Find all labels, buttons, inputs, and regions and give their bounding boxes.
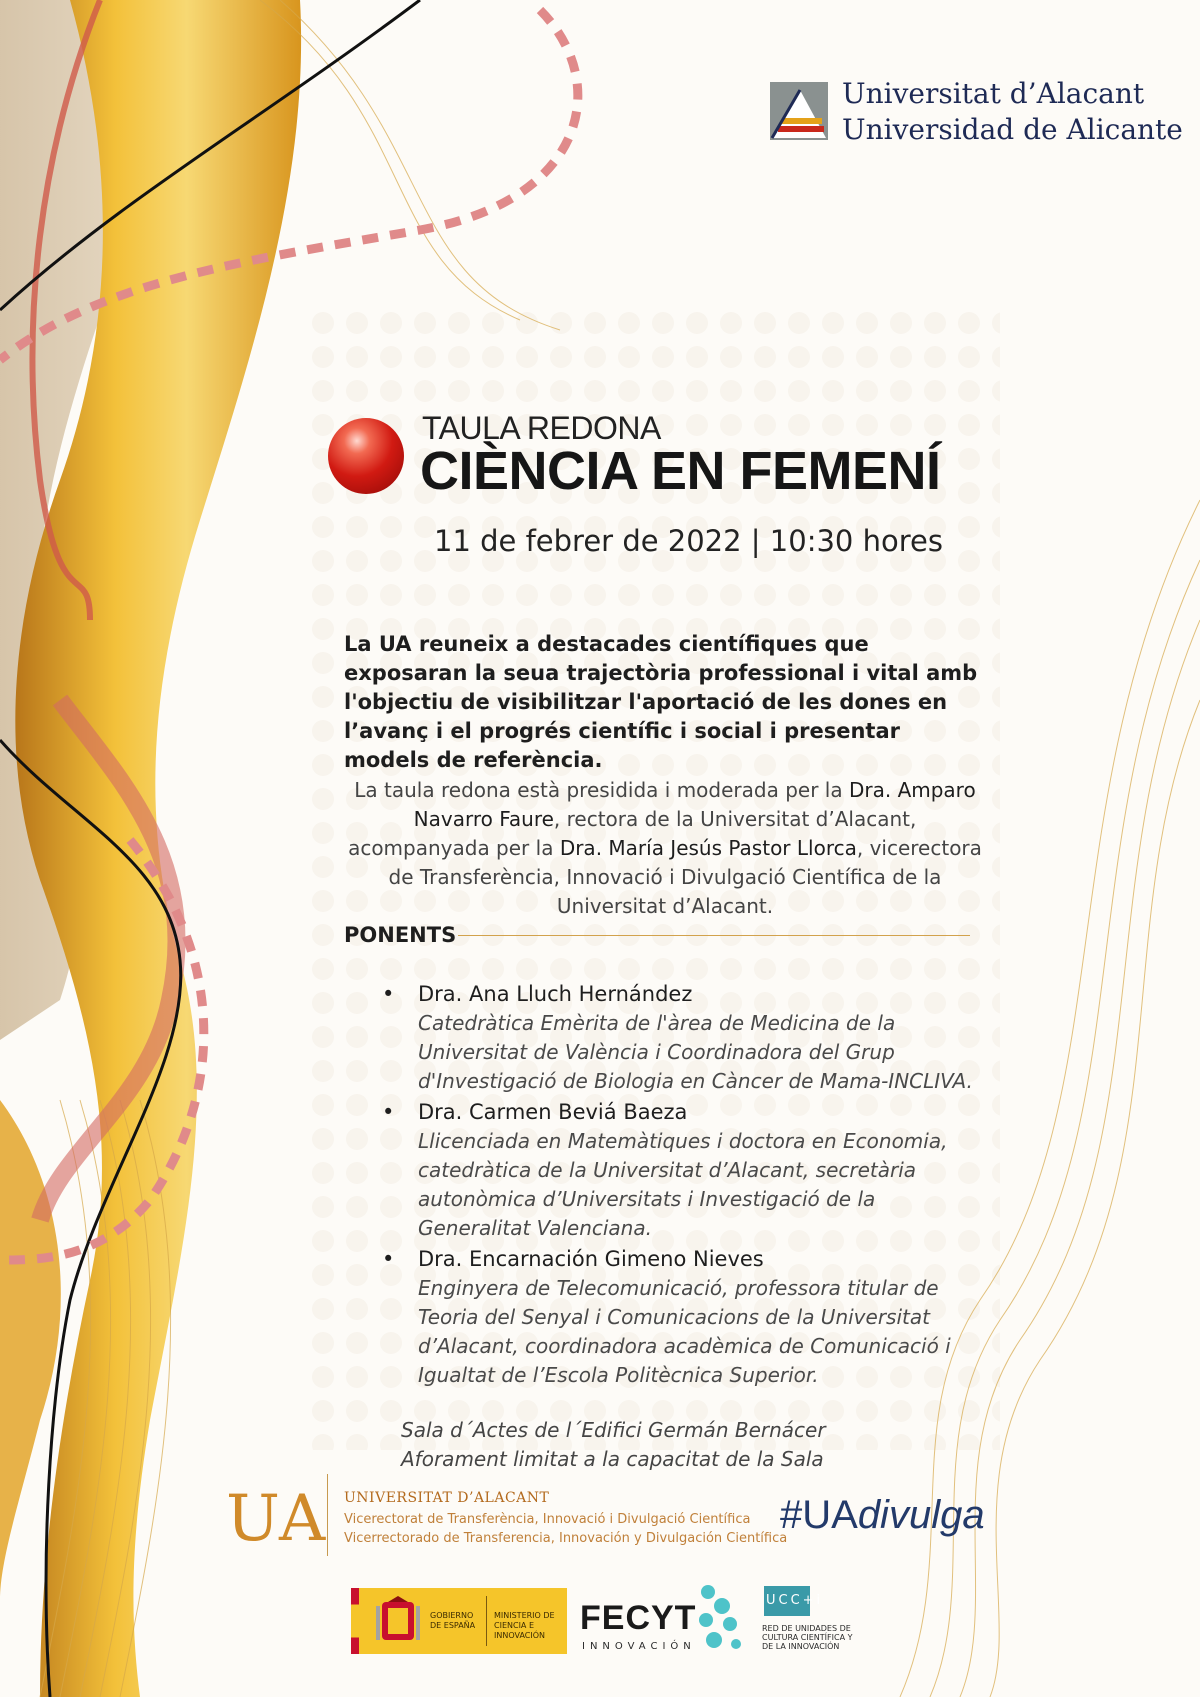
moderator-name: Dra. Amparo Navarro Faure	[413, 778, 976, 831]
coat-of-arms-icon	[374, 1596, 422, 1646]
speaker-item	[400, 1245, 990, 1390]
ua-divider	[327, 1474, 328, 1556]
event-title: CIÈNCIA EN FEMENÍ	[420, 441, 941, 501]
lead-paragraph: La UA reuneix a destacades científiques que exposaran la seua trajectòria professional i vital amb l'objectiu de visibilitzar l'aportació de les dones en l’avanç i el progrés científic i social i presentar models de referència.	[344, 632, 978, 772]
ucc-letters: UCC+i	[766, 1593, 824, 1608]
moderation-text-1: La taula redona està presidida i moderada per la	[354, 778, 849, 802]
fecyt-molecule-icon	[692, 1584, 744, 1654]
fecyt-subtitle: INNOVACIÓN	[582, 1641, 696, 1652]
university-name	[842, 76, 1183, 148]
university-name-ca: Universitat d’Alacant	[842, 77, 1145, 110]
moderation-text-3: , vicerectora de Transferència, Innovació i Divulgació Científica de la Universitat d’Alacant.	[388, 836, 982, 918]
speaker-name: • Dra. Carmen Beviá Baeza	[400, 1098, 990, 1127]
vicerectorat-ca: Vicerectorat de Transferència, Innovació i Divulgació Científica	[344, 1512, 751, 1527]
speaker-role: Enginyera de Telecomunicació, professora titular de Teoria del Senyal i Comunicacions de la Universitat d’Alacant, coordinadora acadèmica de Comunicació i Igualtat de l’Escola Politècnica Superior.	[418, 1276, 951, 1387]
speaker-item	[400, 1098, 990, 1243]
speaker-name: • Dra. Ana Lluch Hernández	[400, 980, 990, 1009]
ponents-heading: PONENTS	[344, 923, 457, 947]
speaker-list	[400, 980, 990, 1392]
footer-university-name: UNIVERSITAT D’ALACANT	[344, 1490, 550, 1506]
ministry-text: MINISTERIO DE CIENCIA E INNOVACIÓN	[494, 1611, 555, 1640]
hashtag-prefix: #UA	[780, 1493, 858, 1537]
moderation-paragraph	[340, 776, 990, 921]
speaker-role: Catedràtica Emèrita de l'àrea de Medicina de la Universitat de València i Coordinadora del Grup d'Investigació de Biologia en Càncer de Mama-INCLIVA.	[418, 1011, 973, 1093]
government-divider	[486, 1596, 487, 1646]
university-logo-icon	[770, 82, 828, 140]
hashtag	[780, 1493, 985, 1538]
co-moderator-name: Dra. María Jesús Pastor Llorca	[559, 836, 857, 860]
event-date: 11 de febrer de 2022 | 10:30 hores	[434, 524, 943, 558]
ponents-divider	[458, 935, 970, 936]
venue-location: Sala d´Actes de l´Edifici Germán Bernácer	[401, 1418, 826, 1442]
hashtag-suffix: divulga	[857, 1493, 985, 1537]
university-name-es: Universidad de Alicante	[842, 113, 1183, 146]
venue-capacity: Aforament limitat a la capacitat de la Sala	[401, 1447, 824, 1471]
fecyt-logo-text: FECYT	[580, 1599, 697, 1637]
moderation-text-2: , rectora de la Universitat d’Alacant, acompanyada per la	[348, 807, 917, 860]
speaker-role: Llicenciada en Matemàtiques i doctora en Economia, catedràtica de la Universitat d’Alacant, secretària autonòmica d’Universitats i Investigació de la Generalitat Valenciana.	[418, 1129, 948, 1240]
venue-info	[401, 1416, 826, 1474]
red-sphere-icon	[328, 418, 404, 494]
ucc-network-text: RED DE UNIDADES DE CULTURA CIENTÍFICA Y DE LA INNOVACIÓN	[762, 1624, 853, 1651]
speaker-item	[400, 980, 990, 1096]
spain-flag-icon	[351, 1588, 359, 1654]
vicerrectorado-es: Vicerrectorado de Transferencia, Innovación y Divulgación Científica	[344, 1531, 788, 1546]
government-text: GOBIERNO DE ESPAÑA	[430, 1611, 476, 1630]
event-type: TAULA REDONA	[422, 410, 661, 446]
ua-abbrev-logo: UA	[226, 1482, 327, 1556]
speaker-name: • Dra. Encarnación Gimeno Nieves	[400, 1245, 990, 1274]
